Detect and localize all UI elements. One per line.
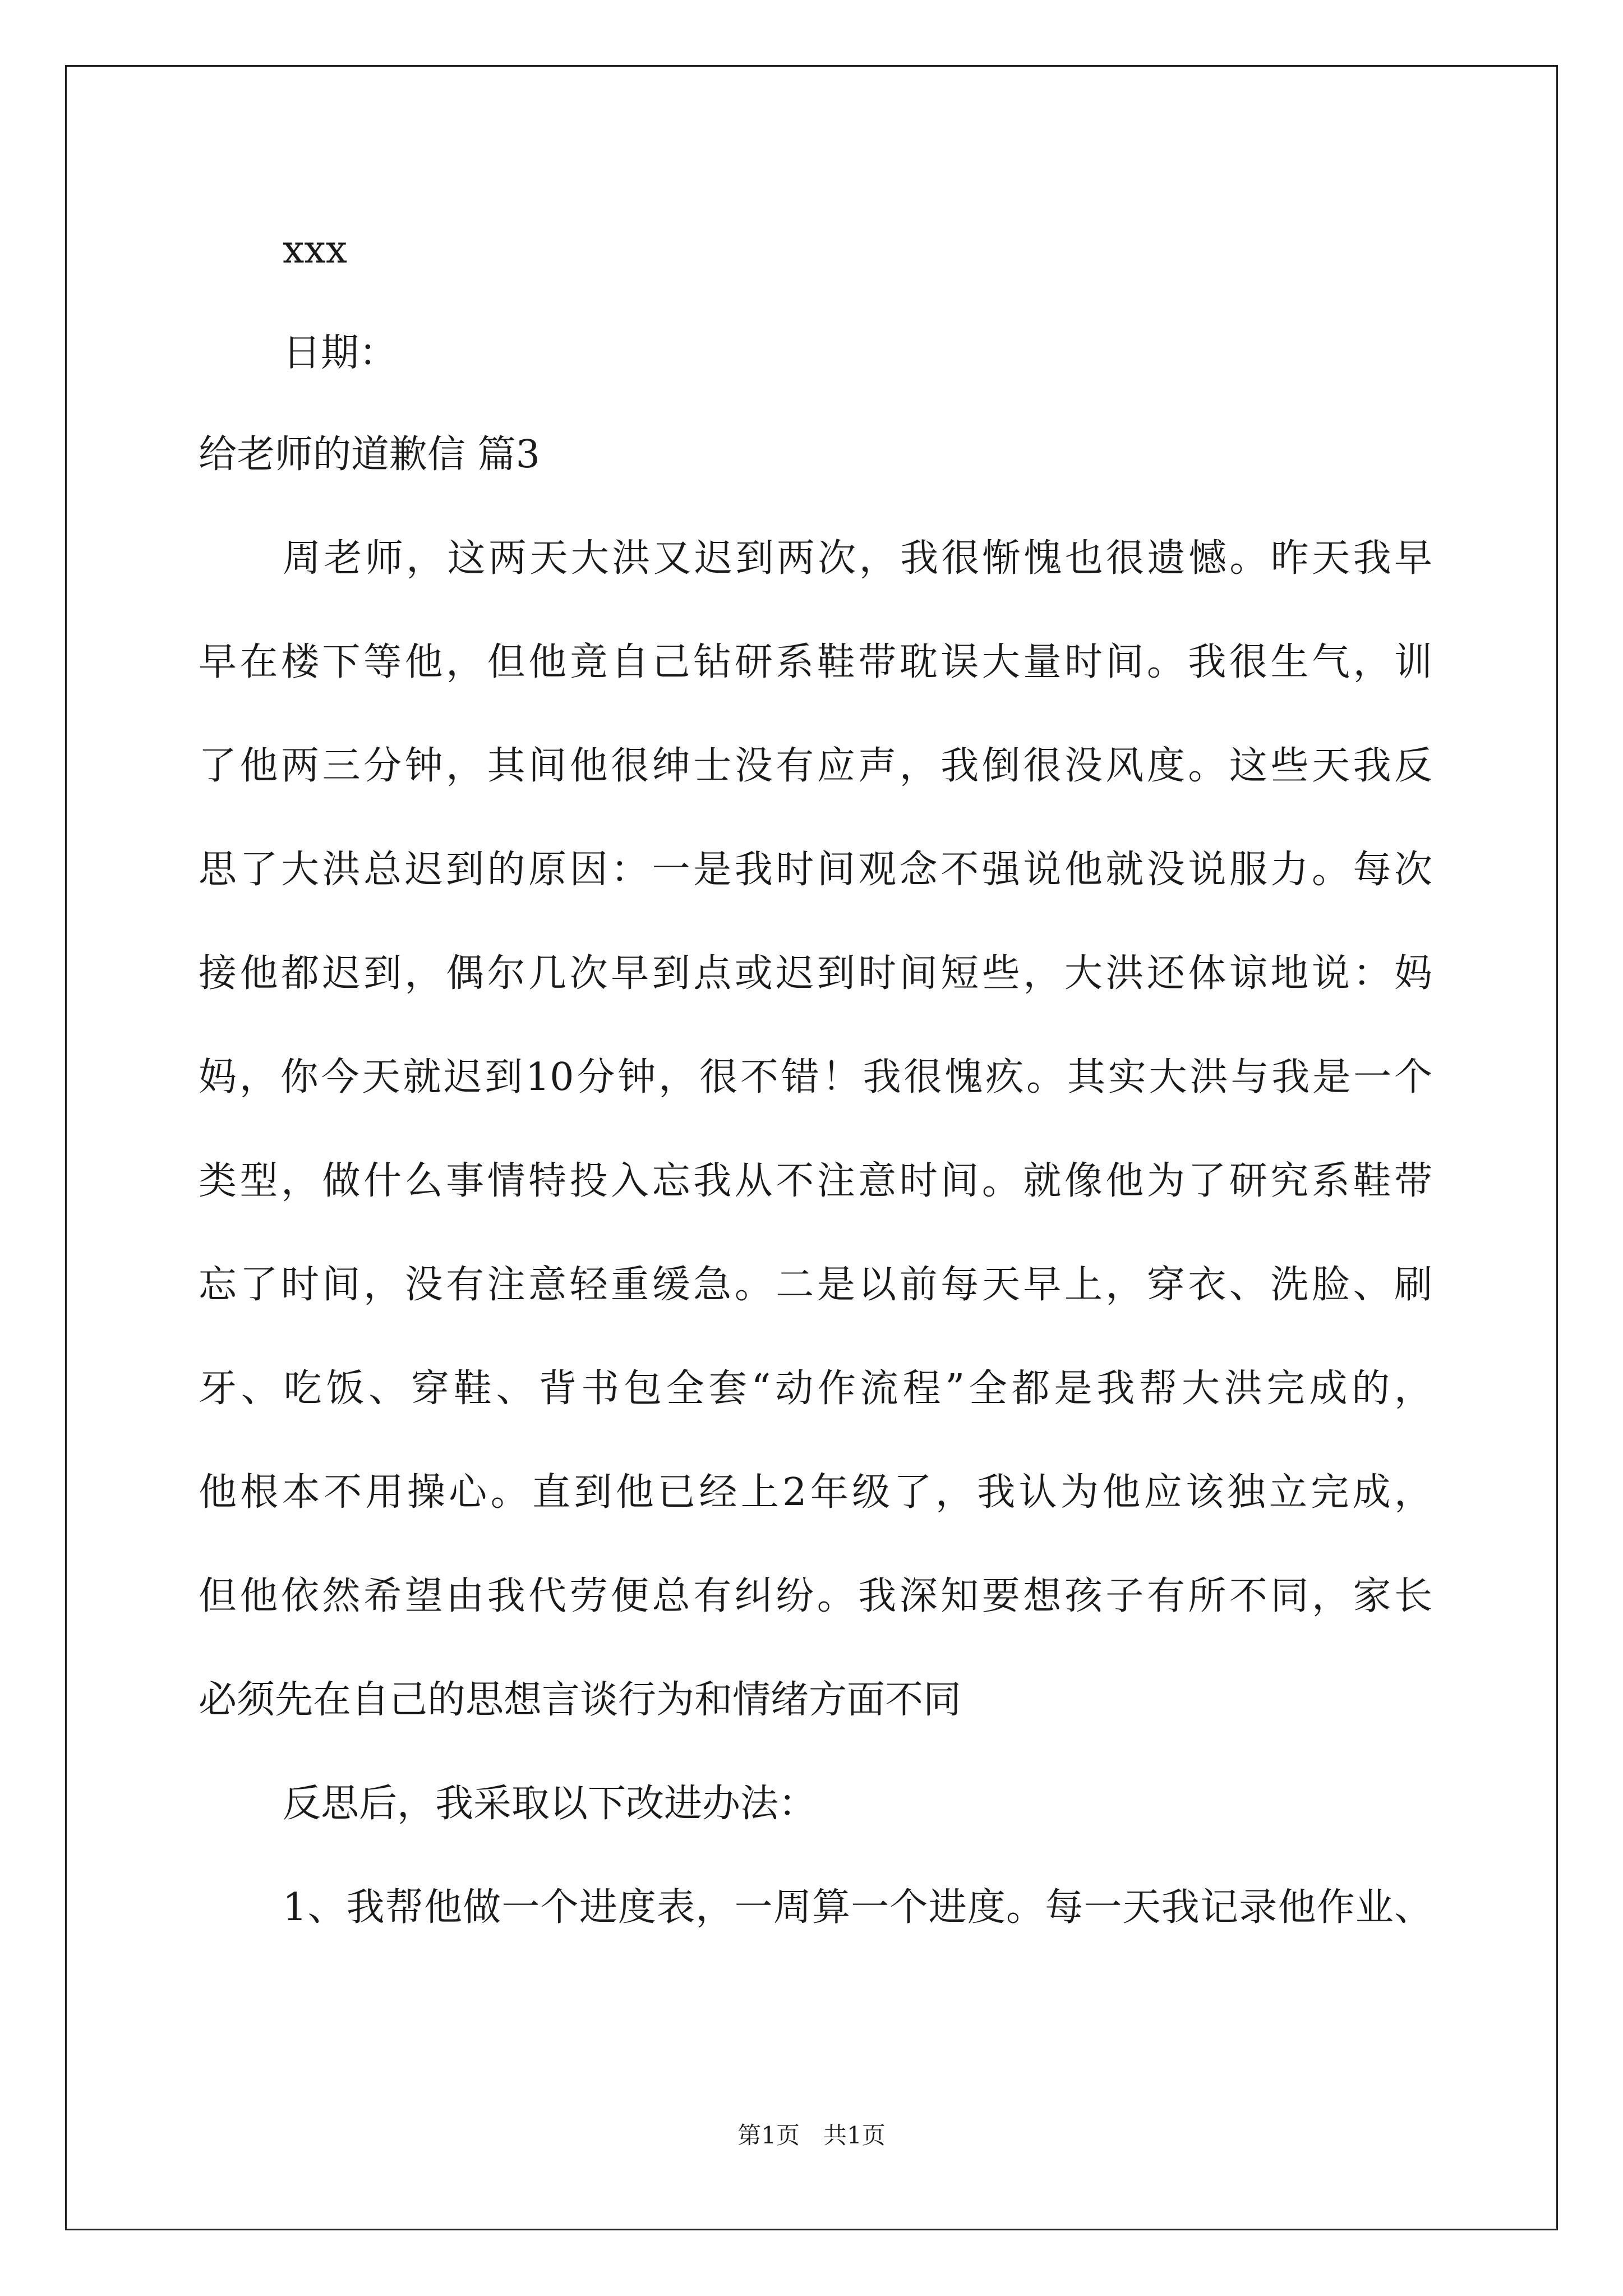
paragraph-item-1: 1、我帮他做一个进度表，一周算一个进度。每一天我记录他作业、 (283, 1885, 1432, 1930)
page-footer: 第1页 共1页 (737, 2122, 886, 2149)
paragraph-intro: 反思后，我采取以下改进办法： (283, 1782, 817, 1826)
paragraph-line: 早在楼下等他，但他竟自己钻研系鞋带耽误大量时间。我很生气，训 (199, 640, 1432, 684)
paragraph-line: 忘了时间，没有注意轻重缓急。二是以前每天早上，穿衣、洗脸、刷 (199, 1263, 1432, 1307)
paragraph-line: 思了大洪总迟到的原因：一是我时间观念不强说他就没说服力。每次 (199, 848, 1432, 892)
paragraph-line: 但他依然希望由我代劳便总有纠纷。我深知要想孩子有所不同，家长 (199, 1574, 1432, 1618)
signature: xxx (283, 228, 348, 272)
date-label: 日期： (283, 331, 398, 375)
paragraph-line: 了他两三分钟，其间他很绅士没有应声，我倒很没风度。这些天我反 (199, 744, 1432, 788)
letter-title: 给老师的道歉信 篇3 (199, 432, 540, 477)
paragraph-line: 妈，你今天就迟到10分钟，很不错！我很愧疚。其实大洪与我是一个 (199, 1055, 1432, 1099)
paragraph-line: 接他都迟到，偶尔几次早到点或迟到时间短些，大洪还体谅地说：妈 (199, 951, 1432, 996)
paragraph-line: 类型，做什么事情特投入忘我从不注意时间。就像他为了研究系鞋带 (199, 1159, 1432, 1203)
paragraph-line: 周老师，这两天大洪又迟到两次，我很惭愧也很遗憾。昨天我早 (283, 536, 1432, 581)
paragraph-line: 必须先在自己的思想言谈行为和情绪方面不同 (199, 1678, 962, 1722)
paragraph-line: 他根本不用操心。直到他已经上2年级了，我认为他应该独立完成， (199, 1470, 1432, 1515)
paragraph-line: 牙、吃饭、穿鞋、背书包全套“动作流程”全都是我帮大洪完成的， (199, 1366, 1432, 1411)
